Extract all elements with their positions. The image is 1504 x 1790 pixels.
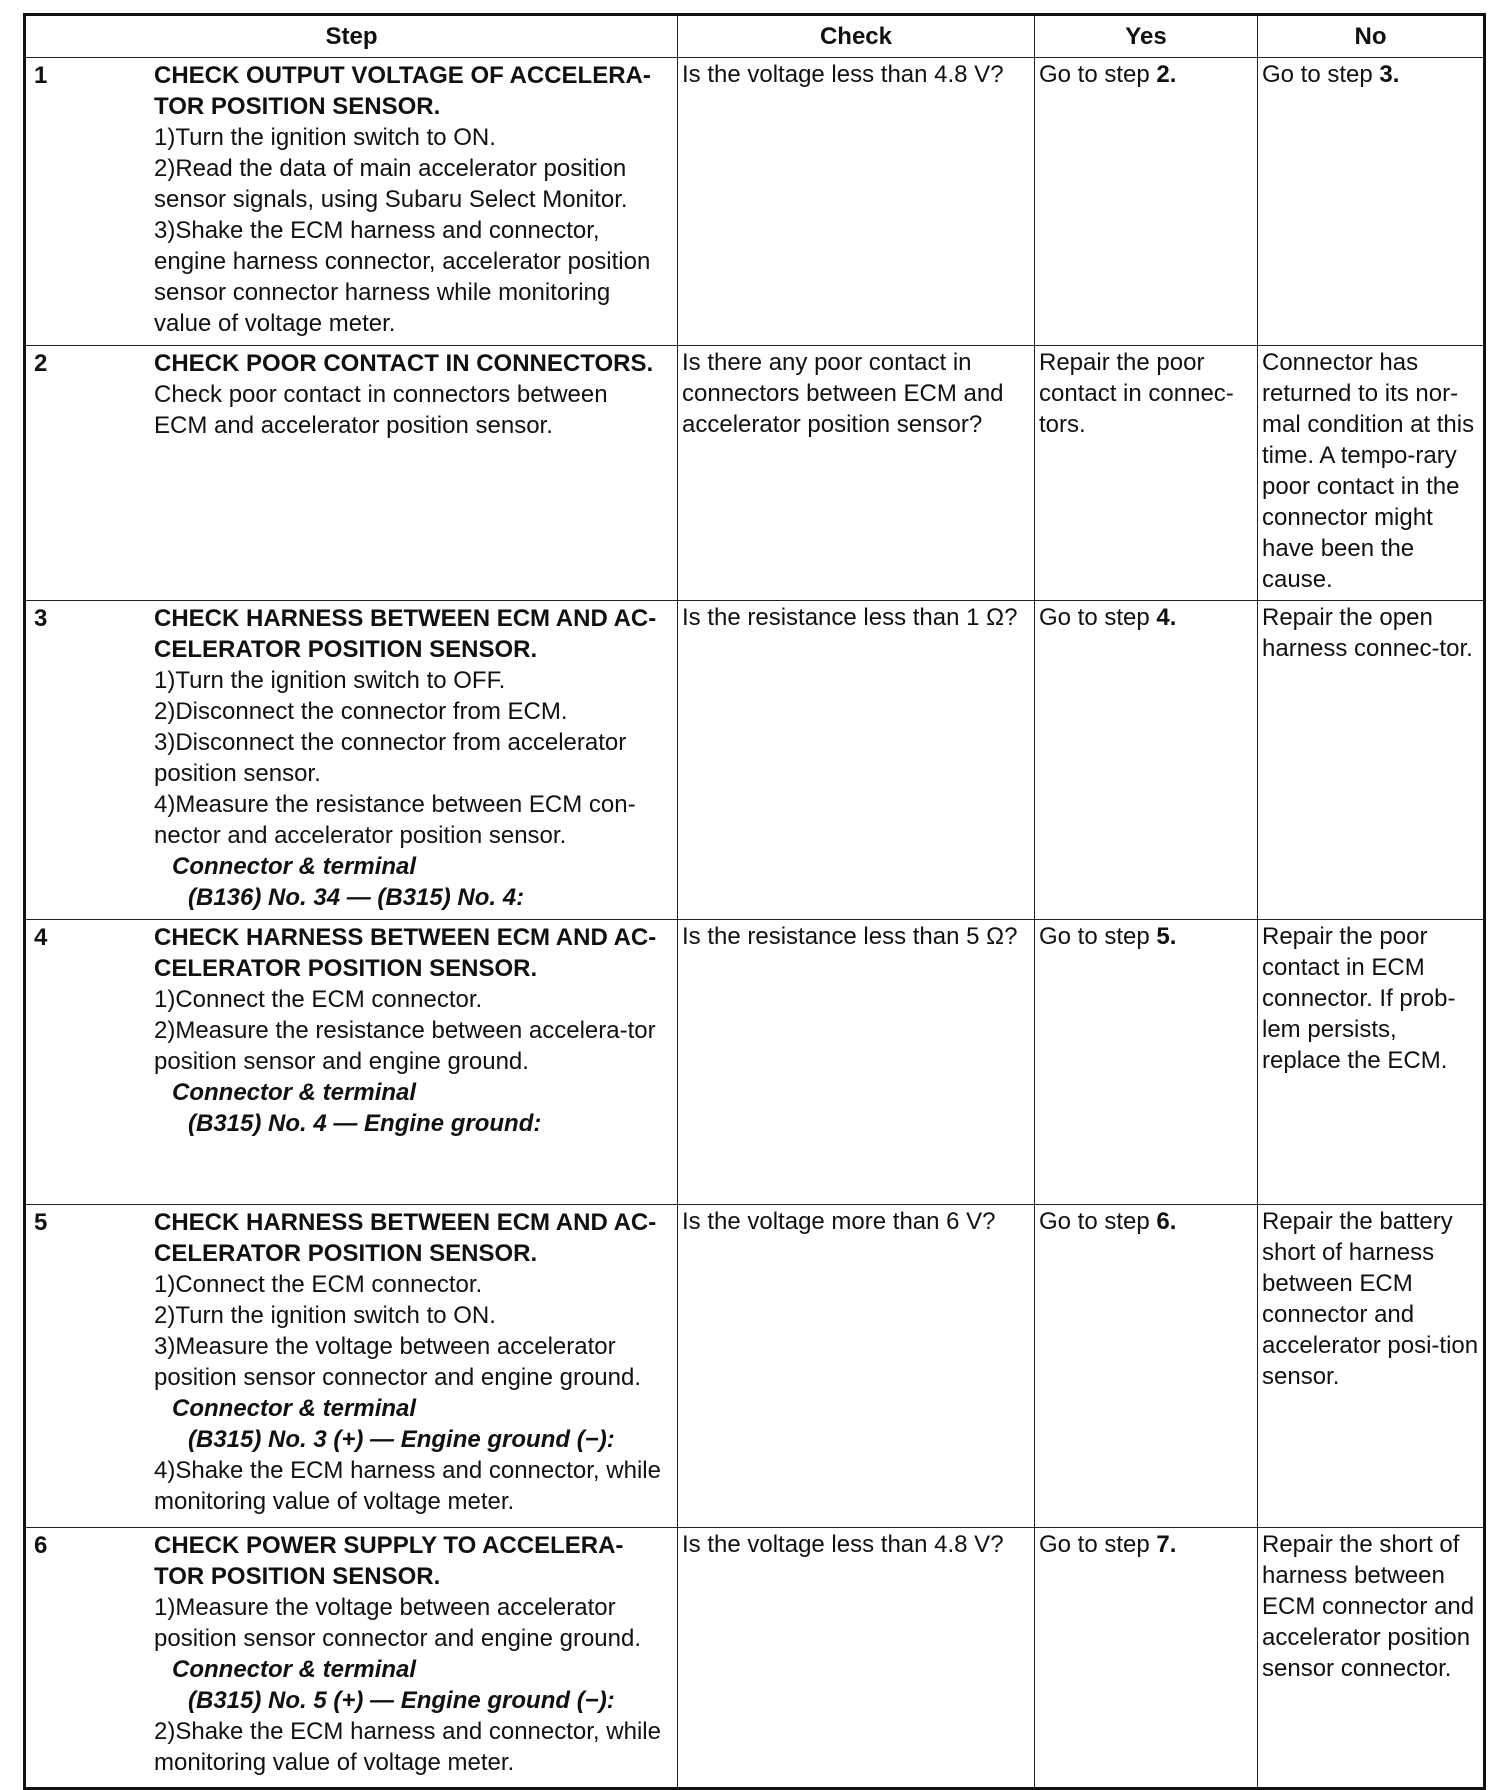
no-cell: Repair the battery short of harness between ECM connector and accelerator posi-tion sensor.	[1258, 1205, 1485, 1528]
step-instruction: Check poor contact in connectors between ECM and accelerator position sensor.	[154, 381, 608, 439]
step-instruction: 2)Measure the resistance between accelera-tor position sensor and engine ground.	[154, 1017, 656, 1075]
table-row	[25, 346, 1485, 601]
connector-terminal-spec: (B315) No. 5 (+) — Engine ground (−):	[188, 1687, 615, 1714]
header-check: Check	[678, 15, 1035, 58]
check-cell: Is there any poor contact in connectors between ECM and accelerator position sensor?	[678, 346, 1035, 601]
step-number: 6	[34, 1532, 48, 1559]
yes-cell	[1035, 601, 1258, 920]
connector-terminal-spec: (B315) No. 4 — Engine ground:	[188, 1110, 542, 1137]
connector-terminal-label: Connector & terminal	[172, 853, 417, 880]
step-title: CHECK POOR CONTACT IN CONNECTORS.	[154, 350, 654, 377]
yes-cell: Repair the poor contact in connec-tors.	[1035, 346, 1258, 601]
yes-cell	[1035, 920, 1258, 1205]
connector-terminal-spec: (B315) No. 3 (+) — Engine ground (−):	[188, 1426, 615, 1453]
yes-text: Go to step	[1039, 604, 1157, 631]
check-cell: Is the voltage less than 4.8 V?	[678, 58, 1035, 346]
no-cell: Repair the poor contact in ECM connector. If prob-lem persists, replace the ECM.	[1258, 920, 1485, 1205]
no-step-link: 3.	[1379, 61, 1400, 88]
step-number: 1	[34, 62, 48, 89]
check-cell: Is the resistance less than 1 Ω?	[678, 601, 1035, 920]
step-instruction: 1)Measure the voltage between accelerator position sensor connector and engine ground.	[154, 1594, 642, 1652]
header-yes: Yes	[1035, 15, 1258, 58]
step-cell	[25, 920, 678, 1205]
step-instruction: 2)Read the data of main accelerator position sensor signals, using Subaru Select Monitor.	[154, 155, 628, 213]
yes-text: Go to step	[1039, 1208, 1157, 1235]
no-cell	[1258, 58, 1485, 346]
connector-terminal-label: Connector & terminal	[172, 1656, 417, 1683]
step-cell	[25, 1528, 678, 1789]
step-instruction: 4)Shake the ECM harness and connector, while monitoring value of voltage meter.	[154, 1457, 661, 1515]
no-cell: Repair the open harness connec-tor.	[1258, 601, 1485, 920]
step-title: CHECK OUTPUT VOLTAGE OF ACCELERA-TOR POSITION SENSOR.	[154, 62, 651, 120]
step-number: 5	[34, 1209, 48, 1236]
table-header-row	[25, 15, 1485, 58]
step-number: 3	[34, 605, 48, 632]
step-cell	[25, 1205, 678, 1528]
step-title: CHECK HARNESS BETWEEN ECM AND AC-CELERATOR POSITION SENSOR.	[154, 924, 657, 982]
yes-cell	[1035, 1528, 1258, 1789]
connector-terminal-spec: (B136) No. 34 — (B315) No. 4:	[188, 884, 525, 911]
check-cell: Is the voltage more than 6 V?	[678, 1205, 1035, 1528]
step-instruction: 1)Connect the ECM connector.	[154, 986, 483, 1013]
step-instruction: 3)Disconnect the connector from accelerator position sensor.	[154, 729, 627, 787]
diagnostic-page	[23, 13, 1483, 1790]
step-instruction: 3)Shake the ECM harness and connector, engine harness connector, accelerator position sensor connector harness while monitoring value of voltage meter.	[154, 217, 651, 337]
step-instruction: 2)Shake the ECM harness and connector, while monitoring value of voltage meter.	[154, 1718, 661, 1776]
connector-terminal-label: Connector & terminal	[172, 1079, 417, 1106]
step-instruction: 4)Measure the resistance between ECM con-nector and accelerator position sensor.	[154, 791, 636, 849]
step-title: CHECK HARNESS BETWEEN ECM AND AC-CELERATOR POSITION SENSOR.	[154, 605, 657, 663]
table-row	[25, 920, 1485, 1205]
step-instruction: 3)Measure the voltage between accelerator position sensor connector and engine ground.	[154, 1333, 642, 1391]
yes-cell	[1035, 58, 1258, 346]
table-row	[25, 601, 1485, 920]
yes-step-link: 4.	[1156, 604, 1177, 631]
step-title: CHECK POWER SUPPLY TO ACCELERA-TOR POSITION SENSOR.	[154, 1532, 624, 1590]
no-cell: Connector has returned to its nor-mal condition at this time. A tempo-rary poor contact in the connector might have been the cause.	[1258, 346, 1485, 601]
step-title: CHECK HARNESS BETWEEN ECM AND AC-CELERATOR POSITION SENSOR.	[154, 1209, 657, 1267]
yes-step-link: 2.	[1156, 61, 1177, 88]
step-cell	[25, 346, 678, 601]
yes-step-link: 6.	[1156, 1208, 1177, 1235]
no-text: Go to step	[1262, 61, 1380, 88]
yes-cell	[1035, 1205, 1258, 1528]
step-instruction: 1)Turn the ignition switch to ON.	[154, 124, 496, 151]
yes-step-link: 5.	[1156, 923, 1177, 950]
no-cell: Repair the short of harness between ECM connector and accelerator position sensor connector.	[1258, 1528, 1485, 1789]
yes-text: Go to step	[1039, 923, 1157, 950]
step-cell	[25, 58, 678, 346]
header-step: Step	[25, 15, 678, 58]
step-instruction: 2)Disconnect the connector from ECM.	[154, 698, 568, 725]
step-instruction: 2)Turn the ignition switch to ON.	[154, 1302, 496, 1329]
yes-text: Go to step	[1039, 61, 1157, 88]
yes-step-link: 7.	[1156, 1531, 1177, 1558]
header-no: No	[1258, 15, 1485, 58]
connector-terminal-label: Connector & terminal	[172, 1395, 417, 1422]
step-number: 4	[34, 924, 48, 951]
table-row	[25, 1528, 1485, 1789]
step-number: 2	[34, 350, 48, 377]
step-instruction: 1)Connect the ECM connector.	[154, 1271, 483, 1298]
diagnostic-table	[23, 13, 1486, 1790]
step-instruction: 1)Turn the ignition switch to OFF.	[154, 667, 506, 694]
check-cell: Is the voltage less than 4.8 V?	[678, 1528, 1035, 1789]
table-row	[25, 58, 1485, 346]
table-row	[25, 1205, 1485, 1528]
step-cell	[25, 601, 678, 920]
check-cell: Is the resistance less than 5 Ω?	[678, 920, 1035, 1205]
yes-text: Go to step	[1039, 1531, 1157, 1558]
